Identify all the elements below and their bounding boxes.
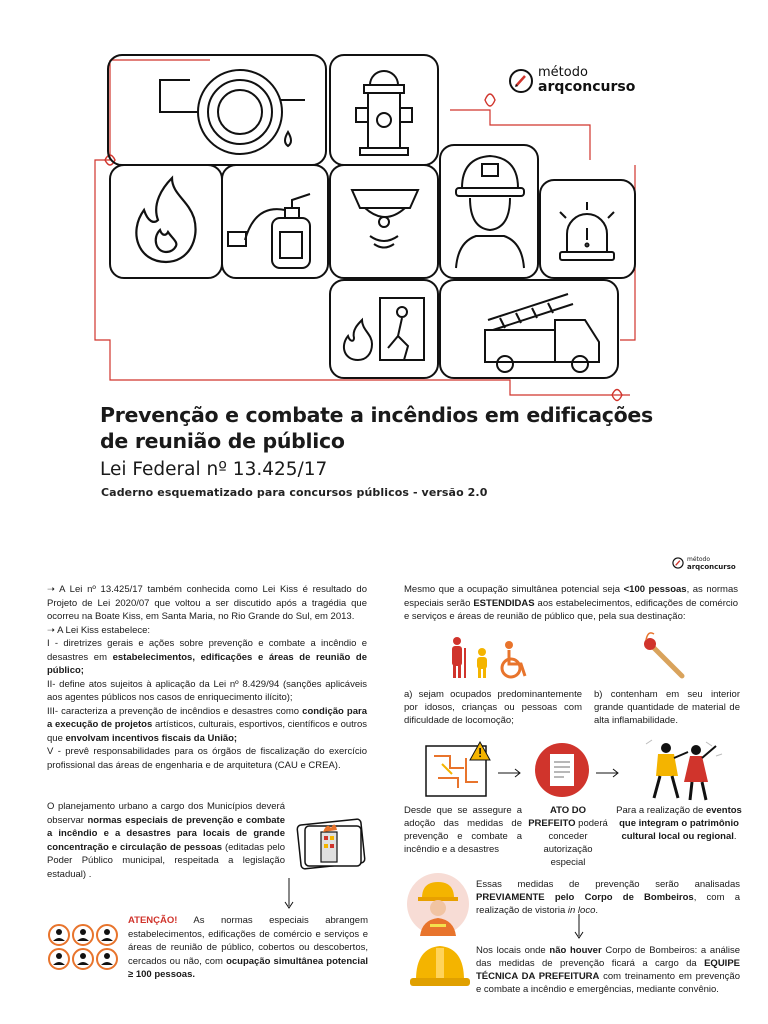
people-group-icon <box>46 922 122 972</box>
title-line1: Prevenção e combate a incêndios em edificações <box>100 403 653 427</box>
smoke-detector-icon <box>352 190 418 248</box>
smoke-detector-tile <box>330 165 438 278</box>
fire-hose-icon <box>160 70 305 154</box>
extinguisher-tile <box>222 165 328 278</box>
condition-b: b) contenham em seu interior grande quantidade de material de alta inflamabilidade. <box>594 689 740 726</box>
attention-note: ATENÇÃO! As normas especiais abrangem estabelecimentos, edificações de comércio e serviços e áreas de reunião de público, cobertos ou descobertos, cercados ou não, com ocupação simultânea potencial ≥ 100 pessoas. <box>128 915 368 980</box>
exit-tile <box>330 280 438 378</box>
flow-step-1: Desde que se assegure a adoção das medidas de prevenção e combate a incêndio e a desastres <box>404 805 522 855</box>
paragraph-kiss-origin: ➝ A Lei nº 13.425/17 também conhecida como Lei Kiss é resultado do Projeto de Lei 2020/07 que voltou a ser discutido após a tragédia que ocorreu na Boate Kiss, em Santa Maria, no Rio Grande do Sul, em 2013. <box>47 584 367 622</box>
arrow-down-icon <box>573 914 585 940</box>
hydrant-icon <box>356 71 412 155</box>
brand-logo-icon <box>508 68 534 94</box>
title-line2: de reunião de público <box>100 429 345 453</box>
extinguisher-icon <box>228 194 310 268</box>
firefighter-avatar <box>406 872 470 936</box>
measure-no-fire-department: Nos locais onde não houver Corpo de Bombeiros: a análise das medidas de prevenção ficará a cargo da EQUIPE TÉCNICA DA PREFEITURA com treinamento em prevenção e combate a incêndio e emergências, mediante convênio. <box>476 945 741 995</box>
flame-icon <box>136 178 195 262</box>
flow-step-2: ATO DO PREFEITO poderá conceder autorização especial <box>528 805 608 868</box>
exit-icon <box>344 298 424 360</box>
item-i: I - diretrizes gerais e ações sobre prevenção e combate a incêndio e desastres em estabelecimentos, edificações e áreas de reunião de público; <box>47 638 367 676</box>
planning-paragraph: O planejamento urbano a cargo dos Municípios deverá observar normas especiais de prevenção e combate a incêndio e a desastres para locais de grande concentração e circulação de pessoas (editadas pelo Poder Público municipal, respeitada a legislação estadual) . <box>47 801 285 880</box>
right-intro: Mesmo que a ocupação simultânea potencial seja <100 pessoas, as normas especiais serão ESTENDIDAS aos estabelecimentos, edificações de comércio e serviços e áreas de reunião de público que, pela sua destinação: <box>404 584 739 622</box>
measure-prior-analysis: Essas medidas de prevenção serão analisadas PREVIAMENTE pelo Corpo de Bombeiros, com a realização de vistoria in loco. <box>476 879 740 916</box>
accessibility-people-icon <box>447 636 537 680</box>
page-title <box>100 402 720 454</box>
evacuation-plan-icon <box>424 740 498 800</box>
decree-document-icon <box>534 742 590 800</box>
arrow-icon: ➝ <box>47 584 60 595</box>
sparkle-icon <box>105 94 622 401</box>
burning-building-illustration <box>295 812 367 872</box>
cultural-event-illustration <box>636 736 726 802</box>
arrow-right-icon <box>498 768 522 778</box>
brand-line1: método <box>538 65 588 80</box>
brand-small-line2: arqconcurso <box>687 563 736 571</box>
attention-label: ATENÇÃO! <box>128 915 178 926</box>
helmet-icon <box>408 940 472 992</box>
brand-small-line1: método <box>687 556 711 563</box>
arrow-icon: ➝ <box>47 624 58 636</box>
item-iii: III- caracteriza a prevenção de incêndios e desastres como condição para a execução de projetos artísticos, culturais, esportivos, científicos e outros que envolvam incentivos fiscais da União; <box>47 705 367 744</box>
brand-logo-small <box>672 556 752 576</box>
left-column-text <box>47 583 367 772</box>
arrow-right-icon <box>596 768 620 778</box>
flow-step-3: Para a realização de eventos que integram o patrimônio cultural local ou regional. <box>616 805 742 842</box>
fire-truck-icon <box>485 294 599 372</box>
firefighter-icon <box>456 156 524 268</box>
item-ii: II- define atos sujeitos à aplicação da Lei nº 8.429/94 (sanções aplicáveis aos agentes públicos nos casos de enriquecimento ilícito); <box>47 678 367 703</box>
brand-logo-small-icon <box>672 557 684 569</box>
law-title: Lei Federal nº 13.425/17 <box>100 459 328 480</box>
item-v: V - prevê responsabilidades para os órgãos de fiscalização do exercício profissional das áreas de engenharia e de arquitetura (CAU e CREA). <box>47 746 367 771</box>
arrow-down-icon <box>283 878 295 912</box>
page-subtitle: Caderno esquematizado para concursos públicos - versão 2.0 <box>101 486 488 499</box>
alarm-icon <box>560 202 614 260</box>
paragraph-kiss-establishes: ➝ A Lei Kiss estabelece: <box>47 624 151 636</box>
match-icon <box>638 632 688 682</box>
fire-hose-tile <box>108 55 326 165</box>
condition-a: a) sejam ocupados predominantemente por idosos, crianças ou pessoas com dificuldade de locomoção; <box>404 689 582 726</box>
brand-logo <box>508 64 668 100</box>
brand-line2: arqconcurso <box>538 79 636 95</box>
